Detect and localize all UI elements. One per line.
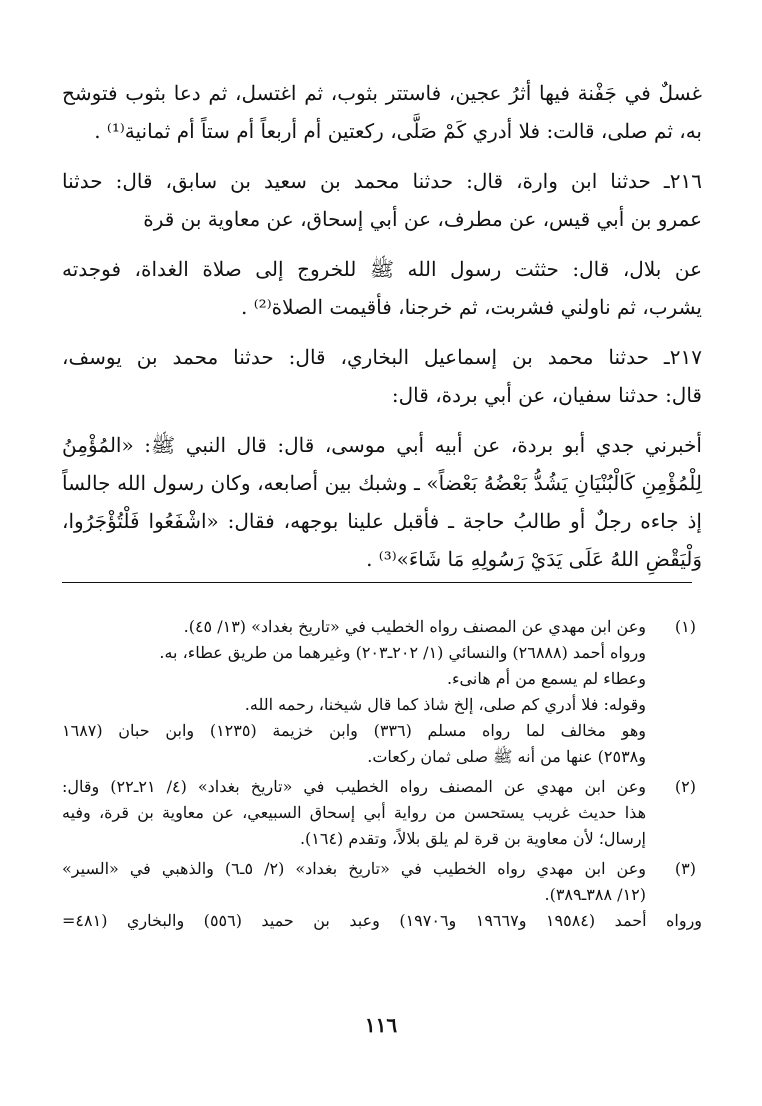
footnote-line: ورواه أحمد (١٩٥٨٤ و١٩٦٦٧ و١٩٧٠٦) وعبد بن حميد (٥٥٦) والبخاري (٤٨١= [62, 911, 702, 930]
footnote-line: (١٢/ ٣٨٨ـ٣٨٩). [544, 885, 646, 904]
footnote-line: وعن ابن مهدي رواه الخطيب في «تاريخ بغداد» (٢/ ٥ـ٦) والذهبي في «السير» [62, 859, 646, 878]
text-line: غسلٌ في جَفْنة فيها أثرُ عجين، فاستتر بثوب، ثم اغتسل، ثم دعا بثوب فتوشح [62, 81, 702, 105]
text-line: إذ جاءه رجلٌ أو طالبُ حاجة ـ فأقبل علينا بوجهه، فقال: «اشْفَعُوا فَلْتُؤْجَرُوا، [62, 509, 702, 533]
footnote-number: (١) [674, 617, 696, 636]
footnote-line: هذا حديث غريب يستحسن من رواية أبي إسحاق السبيعي، عن معاوية بن قرة، وفيه [62, 803, 646, 822]
text-line: يشرب، ثم ناولني فشربت، ثم خرجنا، فأقيمت الصلاة⁽²⁾ . [241, 295, 702, 319]
footnote-line: و٢٥٣٨) عنها من أنه ﷺ صلى ثمان ركعات. [367, 747, 646, 766]
footnote-line: وقوله: فلا أدري كم صلى، إلخ شاذ كما قال شيخنا، رحمه الله. [244, 695, 646, 714]
paragraph-hadith-217-isnad [62, 338, 702, 414]
footnote-line: وعن ابن مهدي عن المصنف رواه الخطيب في «تاريخ بغداد» (٤/ ٢١ـ٢٢) وقال: [62, 777, 646, 796]
footnote-line: وهو مخالف لما رواه مسلم (٣٣٦) وابن خزيمة (١٢٣٥) وابن حبان (١٦٨٧ [62, 721, 646, 740]
paragraph-hadith-217-matn [62, 426, 702, 578]
text-line: به، ثم صلى، قالت: فلا أدري كَمْ صَلَّى، ركعتين أم أربعاً أم ستاً أم ثمانية⁽¹⁾ . [94, 119, 702, 143]
page-number: ١١٦ [364, 1013, 398, 1037]
text-line: ٢١٧ـ حدثنا محمد بن إسماعيل البخاري، قال: حدثنا محمد بن يوسف، [62, 345, 702, 369]
footnote-number: (٣) [674, 859, 696, 878]
text-line: قال: حدثنا سفيان، عن أبي بردة، قال: [391, 383, 702, 407]
text-line: ٢١٦ـ حدثنا ابن وارة، قال: حدثنا محمد بن سعيد بن سابق، قال: حدثنا [62, 169, 702, 193]
footnote-1 [62, 614, 702, 770]
footnote-line: إرسال؛ لأن معاوية بن قرة لم يلق بلالاً، وتقدم (١٦٤). [299, 829, 646, 848]
text-line: عمرو بن أبي قيس، عن مطرف، عن أبي إسحاق، عن معاوية بن قرة [143, 207, 702, 231]
footnote-number: (٢) [674, 777, 696, 796]
main-text [62, 74, 702, 578]
footnote-line: وعن ابن مهدي عن المصنف رواه الخطيب في «تاريخ بغداد» (١٣/ ٤٥). [183, 617, 646, 636]
text-line: لِلْمُؤْمِنِ كَالْبُنْيَانِ يَشُدُّ بَعْضُهُ بَعْضاً» ـ وشبك بين أصابعه، وكان رسول الله جالساً [62, 471, 702, 495]
footnotes [62, 614, 702, 934]
footnote-line: وعطاء لم يسمع من أم هانىء. [446, 669, 646, 688]
paragraph-hadith-215-end [62, 74, 702, 150]
footnote-2 [62, 774, 702, 852]
text-line: وَلْيَقْضِ اللهُ عَلَى يَدَيْ رَسُولِهِ مَا شَاءَ»⁽³⁾ . [366, 547, 702, 571]
text-line: عن بلال، قال: حثثت رسول الله ﷺ للخروج إلى صلاة الغداة، فوجدته [62, 257, 702, 281]
paragraph-hadith-216-isnad [62, 162, 702, 238]
footnote-3 [62, 856, 702, 934]
text-line: أخبرني جدي أبو بردة، عن أبيه أبي موسى، قال: قال النبي ﷺ: «المُؤْمِنُ [62, 433, 702, 457]
paragraph-hadith-216-matn [62, 250, 702, 326]
footnote-line: ورواه أحمد (٢٦٨٨٨) والنسائي (١/ ٢٠٢ـ٢٠٣) وغيرهما من طريق عطاء، به. [159, 643, 646, 662]
footnote-divider [62, 582, 692, 583]
